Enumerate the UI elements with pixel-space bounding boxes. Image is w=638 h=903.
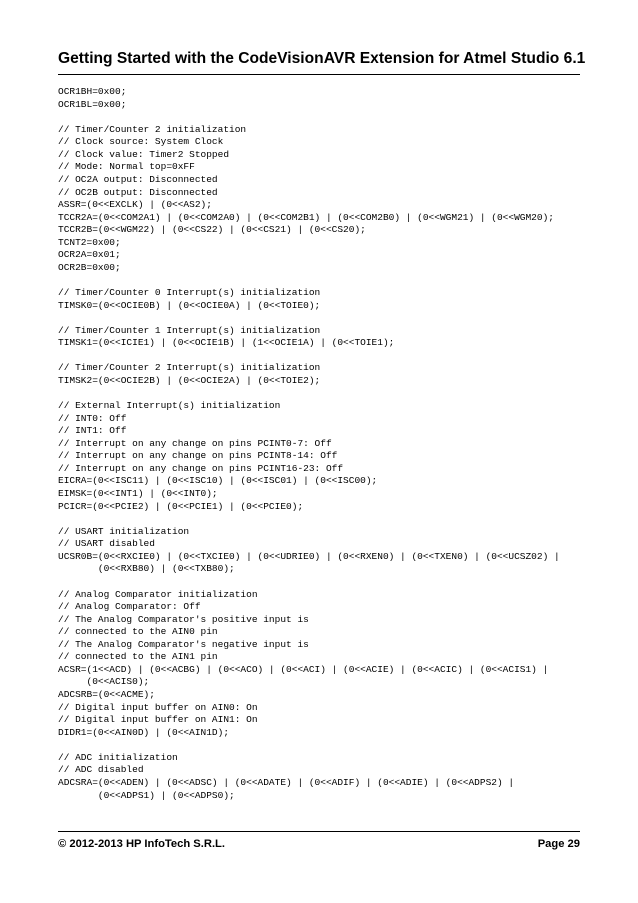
code-line: TIMSK1=(0<<ICIE1) | (0<<OCIE1B) | (1<<OCIE1A) | (0<<TOIE1); bbox=[58, 337, 395, 349]
footer-page-number: Page 29 bbox=[537, 838, 580, 850]
code-line: // Interrupt on any change on pins PCINT8-14: Off bbox=[58, 450, 338, 462]
code-line: OCR2A=0x01; bbox=[58, 249, 121, 261]
code-line: // Mode: Normal top=0xFF bbox=[58, 161, 195, 173]
code-line: DIDR1=(0<<AIN0D) | (0<<AIN1D); bbox=[58, 726, 230, 738]
blank-line bbox=[58, 388, 580, 401]
code-line: // Clock value: Timer2 Stopped bbox=[58, 148, 230, 160]
code-line: // Timer/Counter 1 Interrupt(s) initialization bbox=[58, 324, 321, 336]
footer-copyright: © 2012-2013 HP InfoTech S.R.L. bbox=[58, 838, 225, 850]
code-line: TIMSK2=(0<<OCIE2B) | (0<<OCIE2A) | (0<<TOIE2); bbox=[58, 374, 321, 386]
code-line: // Interrupt on any change on pins PCINT0-7: Off bbox=[58, 437, 332, 449]
code-line: // Timer/Counter 2 initialization bbox=[58, 123, 247, 135]
code-line: UCSR0B=(0<<RXCIE0) | (0<<TXCIE0) | (0<<UDRIE0) | (0<<RXEN0) | (0<<TXEN0) | (0<<UCSZ02) | bbox=[58, 550, 560, 562]
blank-line bbox=[58, 312, 580, 325]
code-line: (0<<ACIS0); bbox=[58, 676, 150, 688]
code-line: // The Analog Comparator's positive input is bbox=[58, 613, 309, 625]
code-line: OCR2B=0x00; bbox=[58, 261, 121, 273]
code-line: OCR1BL=0x00; bbox=[58, 98, 127, 110]
code-line: // connected to the AIN1 pin bbox=[58, 651, 218, 663]
code-line: // Digital input buffer on AIN0: On bbox=[58, 701, 258, 713]
code-line: (0<<ADPS1) | (0<<ADPS0); bbox=[58, 789, 235, 801]
code-line: EICRA=(0<<ISC11) | (0<<ISC10) | (0<<ISC01) | (0<<ISC00); bbox=[58, 475, 378, 487]
code-line: // Clock source: System Clock bbox=[58, 136, 224, 148]
code-line: PCICR=(0<<PCIE2) | (0<<PCIE1) | (0<<PCIE0); bbox=[58, 500, 304, 512]
code-line: // ADC initialization bbox=[58, 751, 178, 763]
code-line: // Timer/Counter 0 Interrupt(s) initialization bbox=[58, 287, 321, 298]
code-line: // Interrupt on any change on pins PCINT16-23: Off bbox=[58, 462, 344, 474]
blank-line bbox=[58, 513, 580, 526]
code-line: (0<<RXB80) | (0<<TXB80); bbox=[58, 563, 235, 575]
code-line: // ADC disabled bbox=[58, 764, 144, 776]
footer-divider bbox=[58, 831, 580, 832]
code-line: TCCR2B=(0<<WGM22) | (0<<CS22) | (0<<CS21) | (0<<CS20); bbox=[58, 224, 366, 236]
code-line: ASSR=(0<<EXCLK) | (0<<AS2); bbox=[58, 199, 212, 211]
blank-line bbox=[58, 111, 580, 124]
blank-line bbox=[58, 576, 580, 589]
code-line: TCCR2A=(0<<COM2A1) | (0<<COM2A0) | (0<<COM2B1) | (0<<COM2B0) | (0<<WGM21) | (0<<WGM20); bbox=[58, 211, 554, 223]
code-line: ACSR=(1<<ACD) | (0<<ACBG) | (0<<ACO) | (0<<ACI) | (0<<ACIE) | (0<<ACIC) | (0<<ACIS1) | bbox=[58, 663, 549, 675]
code-line: // USART initialization bbox=[58, 525, 190, 537]
code-line: TIMSK0=(0<<OCIE0B) | (0<<OCIE0A) | (0<<TOIE0); bbox=[58, 299, 321, 311]
blank-line bbox=[58, 350, 580, 363]
code-line: ADCSRB=(0<<ACME); bbox=[58, 689, 155, 700]
blank-line bbox=[58, 739, 580, 752]
code-line: OCR1BH=0x00; bbox=[58, 86, 127, 97]
code-line: // INT1: Off bbox=[58, 425, 127, 437]
code-line: // USART disabled bbox=[58, 538, 155, 550]
code-line: // OC2A output: Disconnected bbox=[58, 173, 218, 185]
code-line: // connected to the AIN0 pin bbox=[58, 626, 218, 638]
code-line: // Analog Comparator initialization bbox=[58, 588, 258, 600]
code-line: ADCSRA=(0<<ADEN) | (0<<ADSC) | (0<<ADATE) | (0<<ADIF) | (0<<ADIE) | (0<<ADPS2) | bbox=[58, 776, 515, 788]
code-line: TCNT2=0x00; bbox=[58, 236, 121, 248]
code-listing bbox=[58, 86, 580, 802]
code-line: // INT0: Off bbox=[58, 412, 127, 424]
code-line: EIMSK=(0<<INT1) | (0<<INT0); bbox=[58, 488, 218, 499]
header-divider bbox=[58, 74, 580, 75]
code-line: // Analog Comparator: Off bbox=[58, 601, 201, 613]
code-line: // OC2B output: Disconnected bbox=[58, 186, 218, 198]
page-header-title: Getting Started with the CodeVisionAVR Extension for Atmel Studio 6.1 bbox=[58, 50, 586, 67]
code-line: // Digital input buffer on AIN1: On bbox=[58, 714, 258, 726]
code-line: // Timer/Counter 2 Interrupt(s) initialization bbox=[58, 362, 321, 374]
code-line: // The Analog Comparator's negative input is bbox=[58, 638, 309, 650]
blank-line bbox=[58, 274, 580, 287]
code-line: // External Interrupt(s) initialization bbox=[58, 400, 281, 412]
